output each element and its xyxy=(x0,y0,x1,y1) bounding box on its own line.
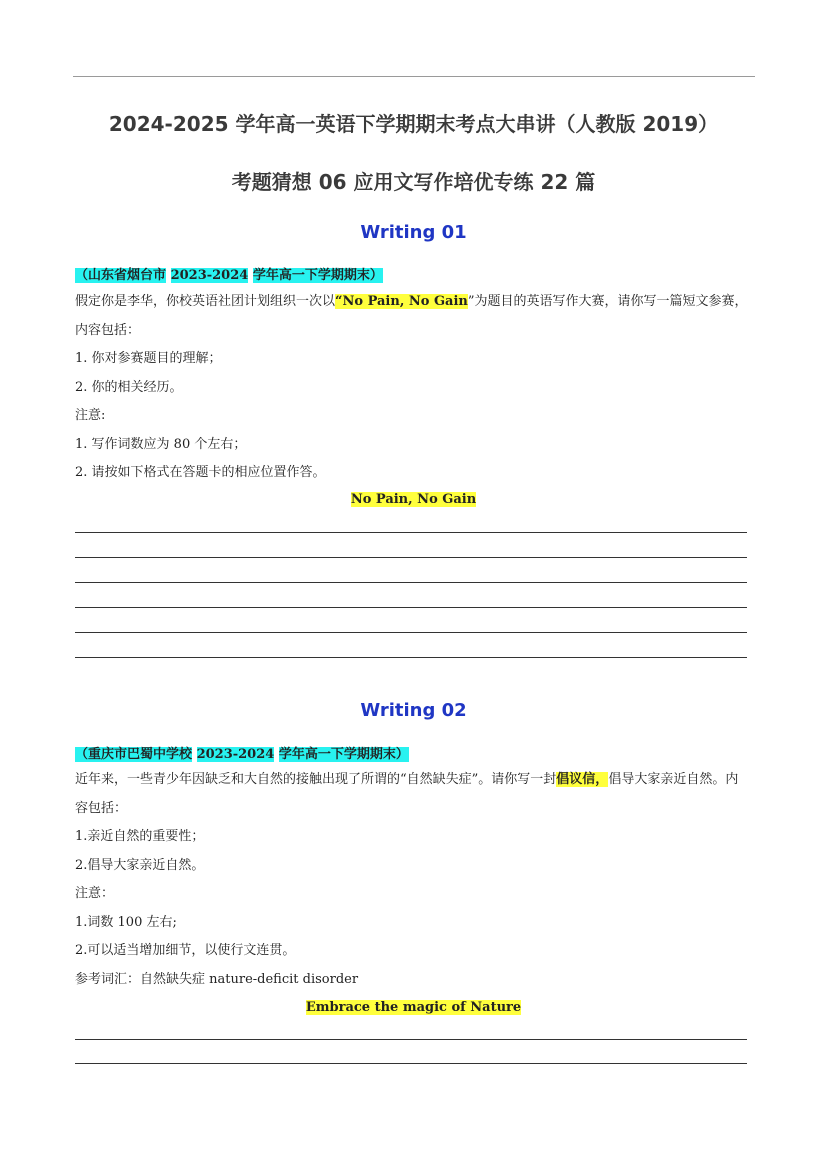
prompt-line: 1.词数 100 左右; xyxy=(75,914,177,930)
source-term: 学年高一下学期期末 xyxy=(252,268,370,283)
prompt-line: 注意: xyxy=(75,408,106,423)
writing-line[interactable] xyxy=(75,557,747,558)
prompt-text xyxy=(75,766,751,823)
writing-line[interactable] xyxy=(75,1063,747,1064)
writing-02-essay-title xyxy=(0,1000,827,1015)
prompt-after: 倡导大家亲近自然。内容包括： xyxy=(75,772,739,816)
source-close: ） xyxy=(395,747,409,762)
source-open: （ xyxy=(75,747,89,762)
writing-line[interactable] xyxy=(75,1039,747,1040)
prompt-after: ”为题目的英语写作大赛，请你写一篇短文参赛，内容包括： xyxy=(75,294,748,338)
prompt-line: 2. 请按如下格式在答题卡的相应位置作答。 xyxy=(75,465,326,480)
prompt-text xyxy=(75,288,751,345)
source-open: （ xyxy=(75,268,89,283)
header-rule xyxy=(73,76,755,77)
prompt-line: 2.可以适当增加细节，以使行文连贯。 xyxy=(75,943,296,958)
prompt-highlight: 倡议信， xyxy=(556,772,609,787)
prompt-line: 2. 你的相关经历。 xyxy=(75,379,183,395)
writing-02-prompt xyxy=(75,766,751,994)
writing-line[interactable] xyxy=(75,532,747,533)
writing-01-source xyxy=(75,264,383,283)
prompt-line: 1.亲近自然的重要性； xyxy=(75,829,205,844)
prompt-line: 1. 你对参赛题目的理解； xyxy=(75,351,222,366)
writing-01-heading: Writing 01 xyxy=(360,222,467,243)
prompt-line: 参考词汇：自然缺失症 nature-deficit disorder xyxy=(75,971,359,987)
writing-01-essay-title xyxy=(0,492,827,507)
prompt-highlight: “No Pain, No Gain xyxy=(335,294,468,309)
source-place: 山东省烟台市 xyxy=(88,268,167,283)
writing-02-source xyxy=(75,743,409,762)
writing-line[interactable] xyxy=(75,607,747,608)
writing-02-heading: Writing 02 xyxy=(360,700,467,721)
prompt-before: 近年来，一些青少年因缺乏和大自然的接触出现了所谓的“自然缺失症”。请你写一封 xyxy=(75,772,557,787)
prompt-line: 注意： xyxy=(75,886,115,901)
prompt-line: 2.倡导大家亲近自然。 xyxy=(75,857,205,873)
writing-line[interactable] xyxy=(75,582,747,583)
source-place: 重庆市巴蜀中学校 xyxy=(88,747,193,762)
essay-title-text: No Pain, No Gain xyxy=(350,492,477,507)
writing-line[interactable] xyxy=(75,632,747,633)
source-close: ） xyxy=(369,268,383,283)
page-title: 2024-2025 学年高一英语下学期期末考点大串讲（人教版 2019） xyxy=(108,112,719,136)
essay-title-text: Embrace the magic of Nature xyxy=(305,1000,522,1015)
source-year: 2023-2024 xyxy=(196,747,275,762)
source-term: 学年高一下学期期末 xyxy=(278,747,396,762)
prompt-before: 假定你是李华，你校英语社团计划组织一次以 xyxy=(75,294,336,309)
source-year: 2023-2024 xyxy=(170,268,249,283)
writing-line[interactable] xyxy=(75,657,747,658)
writing-01-prompt xyxy=(75,288,751,488)
page-subtitle: 考题猜想 06 应用文写作培优专练 22 篇 xyxy=(231,170,596,194)
prompt-line: 1. 写作词数应为 80 个左右； xyxy=(75,436,247,452)
